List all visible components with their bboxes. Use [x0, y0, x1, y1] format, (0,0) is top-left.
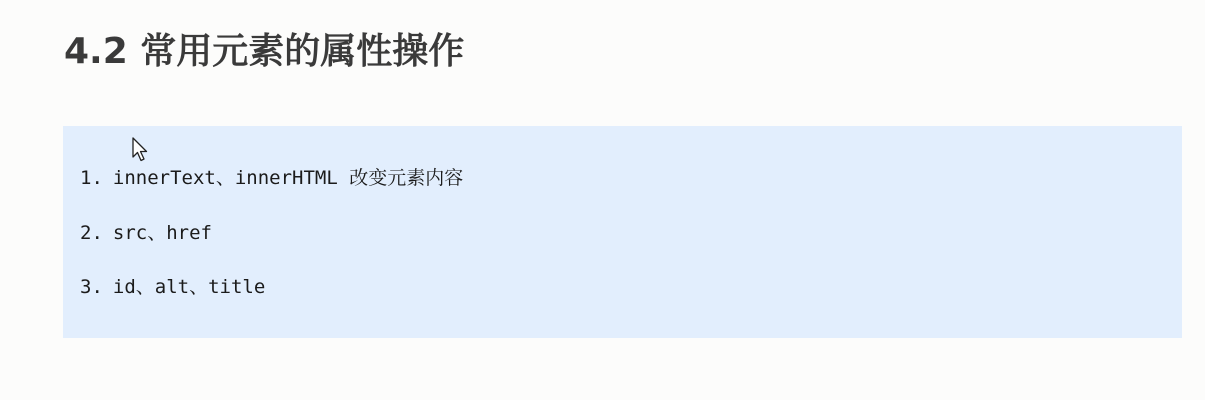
list-item-text: innerText、innerHTML 改变元素内容 — [112, 167, 464, 189]
list-item — [80, 275, 265, 299]
code-block — [63, 126, 1182, 338]
list-item-number: 1. — [80, 167, 103, 189]
list-item — [80, 166, 463, 190]
list-item — [80, 221, 212, 245]
list-item-number: 2. — [80, 222, 103, 244]
list-item-text: src、href — [112, 222, 212, 244]
page-title: 4.2 常用元素的属性操作 — [64, 31, 465, 72]
mouse-pointer-icon — [132, 137, 150, 163]
list-item-text: id、alt、title — [112, 276, 266, 298]
list-item-number: 3. — [80, 276, 103, 298]
